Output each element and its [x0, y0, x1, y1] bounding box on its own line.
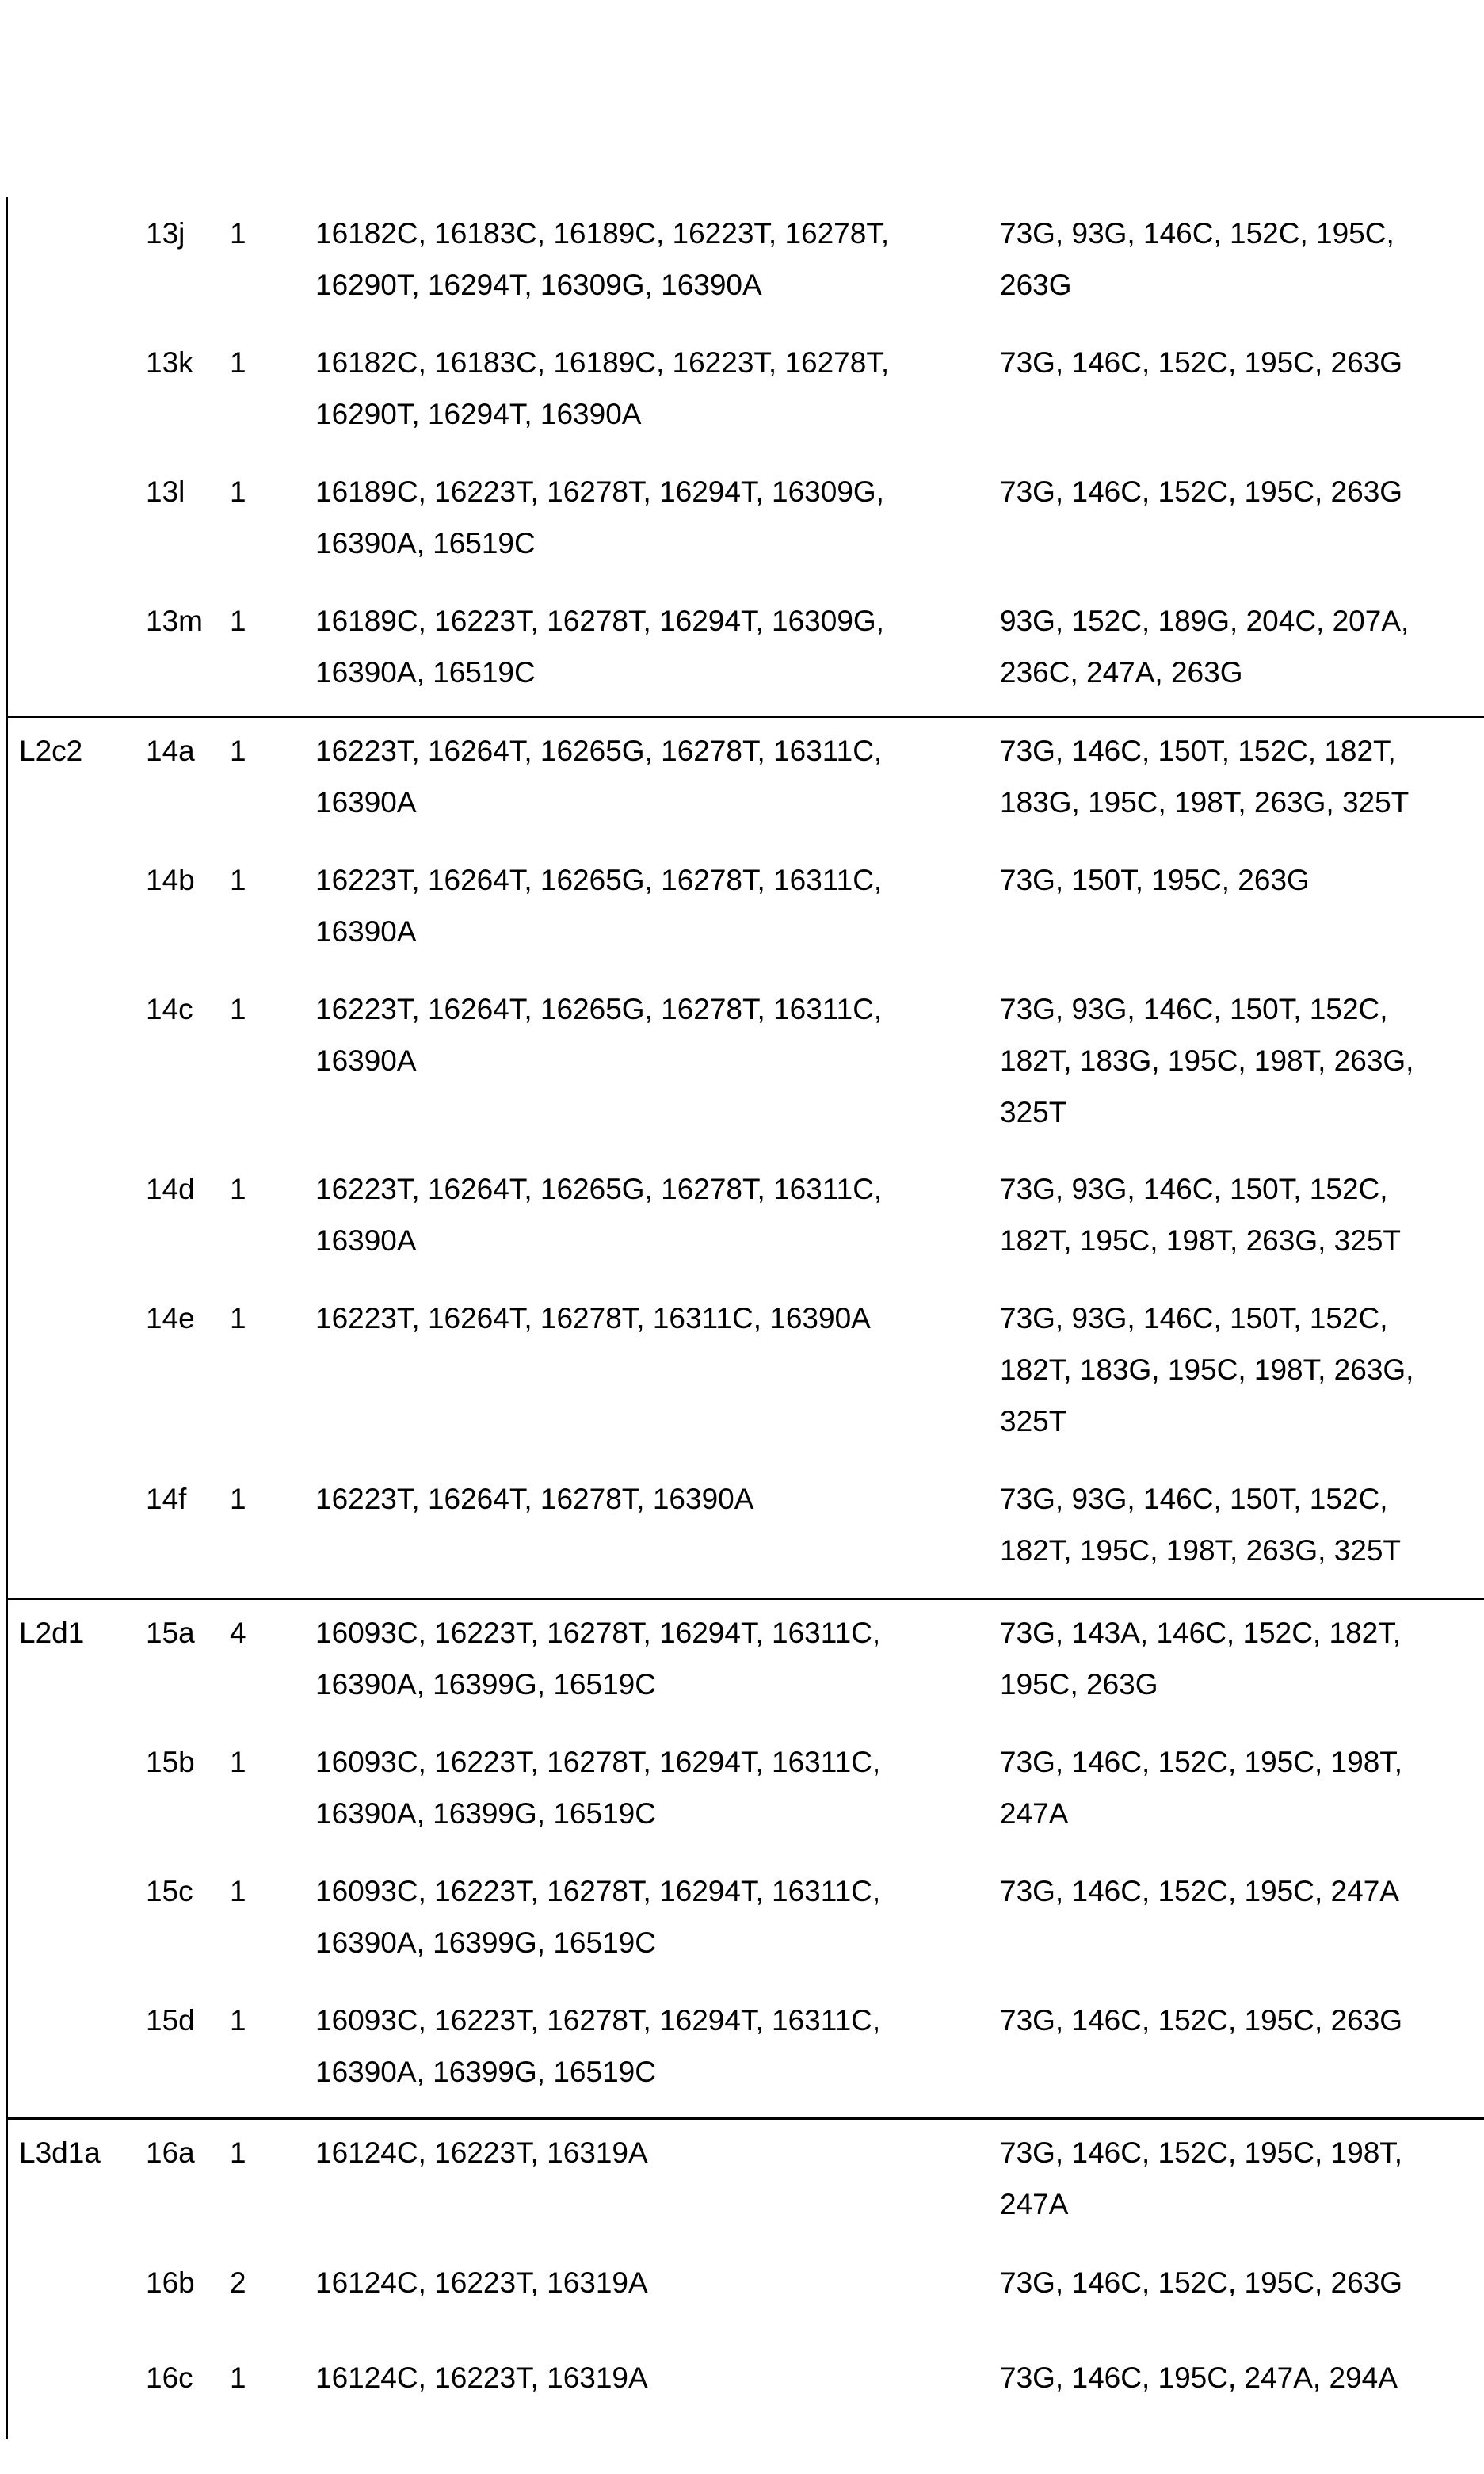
hvs1-cell-line: 16182C, 16183C, 16189C, 16223T, 16278T,: [315, 346, 890, 379]
hvs2-cell-line: 182T, 183G, 195C, 198T, 263G,: [1000, 1044, 1414, 1077]
haplotype-id-cell: 16a: [146, 2136, 195, 2169]
count-cell: 1: [230, 1875, 246, 1907]
hvs1-cell: [315, 1292, 949, 1344]
hvs1-cell-line: 16390A: [315, 915, 417, 948]
hvs1-cell-line: 16390A: [315, 1044, 417, 1077]
haplotype-id-cell: 16b: [146, 2266, 195, 2299]
hvs1-cell-line: 16124C, 16223T, 16319A: [315, 2266, 648, 2299]
hvs1-cell-line: 16189C, 16223T, 16278T, 16294T, 16309G,: [315, 475, 884, 508]
haplotype-id-cell: 15d: [146, 2004, 195, 2037]
haplotype-id-cell: 13m: [146, 605, 203, 637]
haplotype-id-cell: 14f: [146, 1483, 187, 1515]
hvs1-cell-line: 16189C, 16223T, 16278T, 16294T, 16309G,: [315, 605, 884, 637]
count-cell: 2: [230, 2266, 246, 2299]
count-cell: 1: [230, 475, 246, 508]
hvs2-cell-line: 73G, 143A, 146C, 152C, 182T,: [1000, 1617, 1402, 1649]
hvs2-cell-line: 236C, 247A, 263G: [1000, 656, 1243, 689]
hvs1-cell: [315, 1473, 949, 1525]
haplotype-id-cell: 16c: [146, 2361, 193, 2394]
hvs1-cell: [315, 1995, 949, 2098]
haplotype-id-cell: 15c: [146, 1875, 193, 1907]
count-cell: 4: [230, 1617, 246, 1649]
count-cell: 1: [230, 735, 246, 767]
hvs1-cell-line: 16390A, 16399G, 16519C: [315, 2056, 656, 2088]
count-cell: 1: [230, 2004, 246, 2037]
hvs1-cell: [315, 208, 949, 311]
hvs2-cell-line: 73G, 146C, 152C, 195C, 198T,: [1000, 2136, 1403, 2169]
hvs2-cell-line: 247A: [1000, 1797, 1069, 1830]
hvs1-cell-line: 16223T, 16264T, 16265G, 16278T, 16311C,: [315, 1173, 883, 1205]
haplogroup-cell: L2d1: [19, 1617, 85, 1649]
hvs2-cell: [1000, 1292, 1475, 1447]
hvs2-cell: [1000, 1865, 1475, 1917]
hvs2-cell-line: 182T, 195C, 198T, 263G, 325T: [1000, 1224, 1402, 1257]
hvs1-cell-line: 16093C, 16223T, 16278T, 16294T, 16311C,: [315, 1875, 881, 1907]
count-cell: 1: [230, 1483, 246, 1515]
hvs2-cell-line: 73G, 146C, 152C, 195C, 263G: [1000, 475, 1403, 508]
count-cell: 1: [230, 2361, 246, 2394]
hvs2-cell: [1000, 595, 1475, 698]
hvs2-cell: [1000, 208, 1475, 311]
hvs1-cell-line: 16390A: [315, 1224, 417, 1257]
haplotype-id-cell: 14d: [146, 1173, 195, 1205]
hvs1-cell: [315, 337, 949, 440]
haplotype-id-cell: 14a: [146, 735, 195, 767]
hvs2-cell-line: 182T, 183G, 195C, 198T, 263G,: [1000, 1353, 1414, 1386]
hvs2-cell: [1000, 2257, 1475, 2308]
hvs2-cell-line: 73G, 93G, 146C, 150T, 152C,: [1000, 993, 1388, 1025]
hvs2-cell: [1000, 2127, 1475, 2230]
haplotype-id-cell: 13j: [146, 217, 185, 250]
hvs2-cell-line: 73G, 146C, 152C, 195C, 247A: [1000, 1875, 1399, 1907]
hvs1-cell-line: 16390A, 16399G, 16519C: [315, 1926, 656, 1959]
hvs2-cell-line: 73G, 146C, 195C, 247A, 294A: [1000, 2361, 1398, 2394]
hvs1-cell: [315, 983, 949, 1086]
hvs1-cell: [315, 2352, 949, 2403]
hvs2-cell-line: 195C, 263G: [1000, 1668, 1158, 1701]
count-cell: 1: [230, 346, 246, 379]
hvs2-cell: [1000, 1607, 1475, 1710]
hvs2-cell: [1000, 1163, 1475, 1266]
hvs2-cell-line: 73G, 93G, 146C, 150T, 152C,: [1000, 1483, 1388, 1515]
hvs2-cell-line: 73G, 150T, 195C, 263G: [1000, 864, 1310, 896]
hvs2-cell-line: 93G, 152C, 189G, 204C, 207A,: [1000, 605, 1410, 637]
hvs2-cell-line: 73G, 93G, 146C, 150T, 152C,: [1000, 1173, 1388, 1205]
haplotype-id-cell: 14e: [146, 1302, 195, 1334]
haplotype-id-cell: 13l: [146, 475, 185, 508]
hvs1-cell-line: 16390A: [315, 786, 417, 819]
hvs2-cell-line: 183G, 195C, 198T, 263G, 325T: [1000, 786, 1410, 819]
haplogroup-cell: L2c2: [19, 735, 83, 767]
hvs2-cell: [1000, 983, 1475, 1138]
hvs1-cell-line: 16223T, 16264T, 16278T, 16390A: [315, 1483, 754, 1515]
hvs2-cell: [1000, 337, 1475, 388]
hvs2-cell: [1000, 725, 1475, 828]
hvs1-cell-line: 16093C, 16223T, 16278T, 16294T, 16311C,: [315, 1746, 881, 1778]
haplotype-id-cell: 15b: [146, 1746, 195, 1778]
hvs1-cell-line: 16290T, 16294T, 16390A: [315, 398, 642, 430]
haplotype-id-cell: 13k: [146, 346, 193, 379]
count-cell: 1: [230, 1302, 246, 1334]
hvs2-cell: [1000, 1995, 1475, 2046]
group-divider-l2c2: [6, 716, 1484, 718]
hvs2-cell-line: 325T: [1000, 1405, 1067, 1437]
hvs1-cell-line: 16390A, 16519C: [315, 656, 536, 689]
hvs1-cell-line: 16223T, 16264T, 16278T, 16311C, 16390A: [315, 1302, 871, 1334]
hvs1-cell: [315, 466, 949, 569]
hvs1-cell: [315, 1736, 949, 1839]
hvs2-cell: [1000, 854, 1475, 906]
hvs1-cell-line: 16390A, 16519C: [315, 527, 536, 559]
group-divider-l2d1: [6, 1598, 1484, 1600]
haplotype-id-cell: 15a: [146, 1617, 195, 1649]
hvs1-cell-line: 16093C, 16223T, 16278T, 16294T, 16311C,: [315, 1617, 881, 1649]
hvs1-cell-line: 16290T, 16294T, 16309G, 16390A: [315, 269, 762, 301]
count-cell: 1: [230, 2136, 246, 2169]
hvs1-cell-line: 16182C, 16183C, 16189C, 16223T, 16278T,: [315, 217, 890, 250]
hvs2-cell: [1000, 466, 1475, 517]
hvs2-cell-line: 73G, 146C, 152C, 195C, 263G: [1000, 2266, 1403, 2299]
haplotype-id-cell: 14b: [146, 864, 195, 896]
hvs2-cell-line: 182T, 195C, 198T, 263G, 325T: [1000, 1534, 1402, 1567]
group-divider-l3d1a: [6, 2117, 1484, 2120]
hvs2-cell-line: 73G, 146C, 150T, 152C, 182T,: [1000, 735, 1396, 767]
hvs2-cell-line: 325T: [1000, 1096, 1067, 1128]
count-cell: 1: [230, 605, 246, 637]
count-cell: 1: [230, 1746, 246, 1778]
hvs1-cell: [315, 854, 949, 957]
hvs2-cell-line: 247A: [1000, 2188, 1069, 2220]
hvs1-cell-line: 16093C, 16223T, 16278T, 16294T, 16311C,: [315, 2004, 881, 2037]
haplogroup-cell: L3d1a: [19, 2136, 101, 2169]
hvs2-cell-line: 73G, 146C, 152C, 195C, 198T,: [1000, 1746, 1403, 1778]
hvs1-cell-line: 16124C, 16223T, 16319A: [315, 2136, 648, 2169]
hvs2-cell-line: 73G, 146C, 152C, 195C, 263G: [1000, 346, 1403, 379]
count-cell: 1: [230, 864, 246, 896]
hvs2-cell: [1000, 1736, 1475, 1839]
count-cell: 1: [230, 993, 246, 1025]
hvs2-cell-line: 73G, 93G, 146C, 150T, 152C,: [1000, 1302, 1388, 1334]
hvs1-cell: [315, 2257, 949, 2308]
hvs1-cell: [315, 1163, 949, 1266]
hvs1-cell-line: 16390A, 16399G, 16519C: [315, 1668, 656, 1701]
hvs1-cell: [315, 1607, 949, 1710]
hvs1-cell: [315, 1865, 949, 1968]
hvs1-cell-line: 16223T, 16264T, 16265G, 16278T, 16311C,: [315, 735, 883, 767]
hvs1-cell-line: 16124C, 16223T, 16319A: [315, 2361, 648, 2394]
hvs1-cell-line: 16223T, 16264T, 16265G, 16278T, 16311C,: [315, 864, 883, 896]
hvs2-cell-line: 73G, 146C, 152C, 195C, 263G: [1000, 2004, 1403, 2037]
haplotype-id-cell: 14c: [146, 993, 193, 1025]
hvs2-cell-line: 263G: [1000, 269, 1072, 301]
table-left-border: [6, 197, 8, 2439]
hvs2-cell-line: 73G, 93G, 146C, 152C, 195C,: [1000, 217, 1394, 250]
hvs1-cell: [315, 725, 949, 828]
hvs2-cell: [1000, 2352, 1475, 2403]
hvs1-cell: [315, 595, 949, 698]
hvs1-cell-line: 16390A, 16399G, 16519C: [315, 1797, 656, 1830]
count-cell: 1: [230, 217, 246, 250]
count-cell: 1: [230, 1173, 246, 1205]
hvs1-cell: [315, 2127, 949, 2178]
hvs2-cell: [1000, 1473, 1475, 1576]
hvs1-cell-line: 16223T, 16264T, 16265G, 16278T, 16311C,: [315, 993, 883, 1025]
